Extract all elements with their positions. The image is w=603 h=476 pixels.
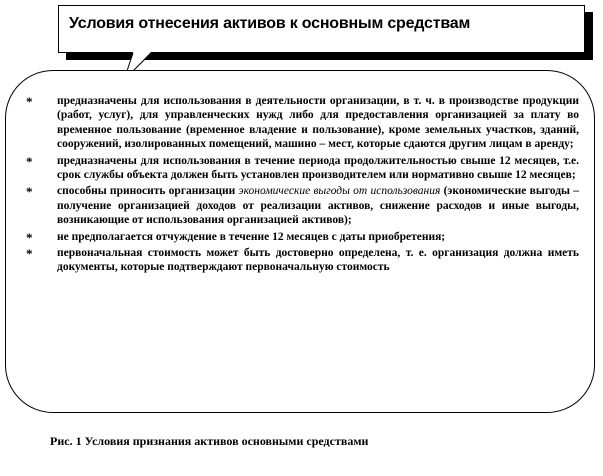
conditions-list (24, 94, 579, 277)
bullet-icon: * (26, 246, 33, 262)
callout-box (58, 5, 585, 53)
condition-text: предназначены для использования в течение периода продолжительностью свыше 12 месяцев, т.е. срок службы объекта должен быть установлен производителем или нормативно свыше 12 месяцев; (57, 154, 579, 182)
list-item (24, 246, 579, 275)
condition-text-before: способны приносить организации (57, 185, 239, 198)
bullet-icon: * (26, 153, 33, 169)
bullet-icon: * (26, 184, 33, 200)
condition-text: предназначены для использования в деятельности организации, в т. ч. в производстве продукции (работ, услуг), для управленческих нужд либо для предоставления организацией за плату во временное пользование (временное владение и пользование), кроме земельных участков, зданий, сооружений, изолированных помещений, машино – мест, которые сдаются другим лицам в аренду; (57, 95, 579, 151)
bullet-icon: * (26, 229, 33, 245)
condition-text: первоначальная стоимость может быть достоверно определена, т. е. организация должна иметь документы, которые подтверждают первоначальную стоимость (57, 247, 579, 274)
condition-text-after: (экономические выгоды – получение организацией доходов от реализации активов, снижение расходов и иные выгоды, возникающие от использования организацией активов); (57, 185, 579, 227)
list-item (24, 94, 579, 152)
list-item (24, 184, 579, 227)
condition-text-italic: экономические выгоды от использования (238, 185, 441, 198)
bullet-icon: * (26, 94, 33, 109)
callout-title: Условия отнесения активов к основным средствам (69, 15, 471, 32)
figure-caption: Рис. 1 Условия признания активов основными средствами (50, 434, 369, 448)
list-item (24, 154, 579, 183)
list-item (24, 230, 579, 244)
condition-text: не предполагается отчуждение в течение 12 месяцев с даты приобретения; (57, 230, 446, 243)
